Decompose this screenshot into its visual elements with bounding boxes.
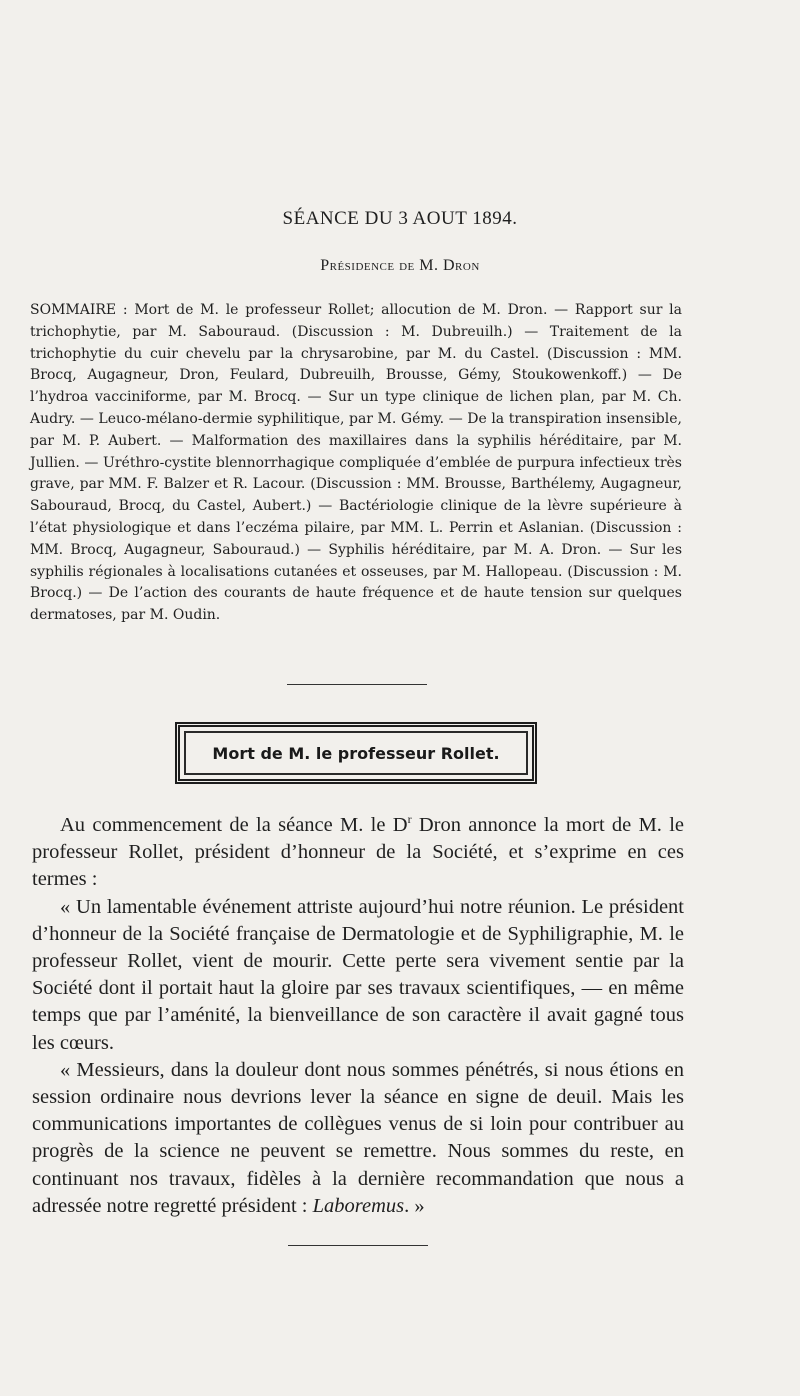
sommaire-text: : Mort de M. le professeur Rollet; allocution de M. Dron. — Rapport sur la trichophytie, par M. Sabouraud. (Discussion : M. Dubreuilh.) — Traitement de la trichophytie du cuir chevelu par la chrysarobine, par M. du Castel. (Discussion : MM. Brocq, Augagneur, Dron, Feulard, Dubreuilh, Brousse, Gémy, Stoukowenkoff.) — De l’hydroa vacciniforme, par M. Brocq. — Sur un type clinique de lichen plan, par M. Ch. Audry. — Leuco-mélano-dermie syphilitique, par M. Gémy. — De la transpiration insensible, par M. P. Aubert. — Malformation des maxillaires dans la syphilis héréditaire, par M. Jullien. — Uréthro-cystite blennorrhagique compliquée d’emblée de purpura infectieux très grave, par MM. F. Balzer et R. Lacour. (Discussion : MM. Brousse, Barthélemy, Augagneur, Sabouraud, Brocq, du Castel, Aubert.) — Bactériologie clinique de la lèvre supérieure à l’état physiologique et dans l’eczéma pilaire, par MM. L. Perrin et Aslanian. (Discussion : MM. Brocq, Augagneur, Sabouraud.) — Syphilis héréditaire, par M. A. Dron. — Sur les syphilis régionales à localisations cutanées et osseuses, par M. Hallopeau. (Discussion : M. Brocq.) — De l’action des courants de haute fréquence et de haute tension sur quelques dermatoses, par M. Oudin. [30,302,682,624]
superscript-r: r [407,812,412,827]
laboremus-italic: Laboremus [312,1194,405,1217]
paragraph-quote-1: « Un lamentable événement attriste aujourd’hui notre réunion. Le président d’honneur de la Société française de Dermatologie et de Syphiligraphie, M. le professeur Rollet, vient de mourir. Cette perte sera vivement sentie par la Société dont il portait haut la gloire par ses travaux scientifiques, — en même temps que par l’aménité, la bienveillance de son caractère il avait gagné tous les cœurs. [32,895,684,1054]
paragraph-quote-2-text: « Messieurs, dans la douleur dont nous sommes pénétrés, si nous étions en session ordinaire nous devrions lever la séance en signe de deuil. Mais les communications importantes de collègues venus de si loin pour contribuer au progrès de la science ne peuvent se remettre. Nous sommes du reste, en continuant nos travaux, fidèles à la dernière recommandation que nous a adressée notre regretté président : [32,1058,684,1217]
paragraph-intro [32,812,684,894]
paragraph-quote-2-end: . » [404,1194,425,1217]
paragraph-intro-b: Dron annonce la mort de M. le professeur Rollet, président d’honneur de la Société, et s’exprime en ces termes : [32,814,684,891]
separator-rule-top [287,684,427,685]
session-title: SÉANCE DU 3 AOUT 1894. [282,208,518,229]
announcement-body [32,812,684,1220]
presidence-heading: Présidence de M. Dron [320,257,480,274]
section-banner [175,722,537,784]
paragraph-intro-a: Au commencement de la séance M. le D [60,814,408,836]
sommaire-label: SOMMAIRE [30,302,117,318]
separator-rule-bottom [288,1245,428,1246]
banner-title: Mort de M. le professeur Rollet. [212,743,500,763]
paragraph-quote-2 [32,1057,684,1220]
sommaire-paragraph [30,300,682,627]
